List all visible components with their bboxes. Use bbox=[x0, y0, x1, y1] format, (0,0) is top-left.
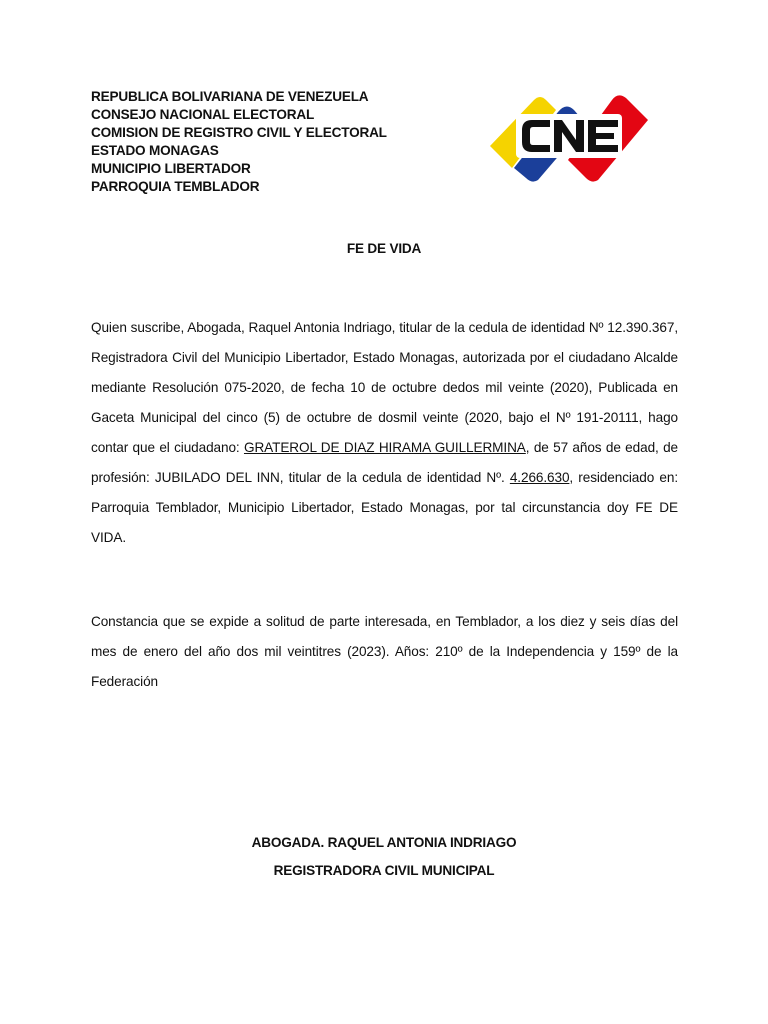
paragraph-text-part3: , residenciado en: Parroquia Temblador, Municipio Libertador, Estado Monagas, por tal circunstancia doy FE DE VIDA. bbox=[91, 470, 678, 545]
citizen-id: 4.266.630 bbox=[509, 470, 570, 485]
paragraph-text-part2: , de 57 años de edad, de profesión: JUBILADO DEL INN, titular de la cedula de identidad Nº. bbox=[91, 440, 679, 485]
certificate-paragraph bbox=[91, 313, 678, 553]
signatory-role: REGISTRADORA CIVIL MUNICIPAL bbox=[273, 863, 495, 878]
header-line-state: ESTADO MONAGAS bbox=[91, 143, 219, 158]
header-line-municipality: MUNICIPIO LIBERTADOR bbox=[91, 161, 251, 176]
document-title: FE DE VIDA bbox=[346, 241, 422, 256]
signatory-name: ABOGADA. RAQUEL ANTONIA INDRIAGO bbox=[251, 835, 517, 850]
constancy-paragraph: Constancia que se expide a solitud de parte interesada, en Temblador, a los diez y seis días del mes de enero del año dos mil veintitres (2023). Años: 210º de la Independencia y 159º de la Federación bbox=[91, 614, 678, 689]
cne-logo-icon bbox=[486, 88, 652, 184]
header-line-commission: COMISION DE REGISTRO CIVIL Y ELECTORAL bbox=[91, 125, 387, 140]
header-line-republic: REPUBLICA BOLIVARIANA DE VENEZUELA bbox=[91, 89, 369, 104]
header-line-parish: PARROQUIA TEMBLADOR bbox=[91, 179, 260, 194]
citizen-name: GRATEROL DE DIAZ HIRAMA GUILLERMINA bbox=[243, 440, 526, 455]
paragraph-text-part1: Quien suscribe, Abogada, Raquel Antonia Indriago, titular de la cedula de identidad Nº 12.390.367, Registradora Civil del Municipio Libertador, Estado Monagas, autorizada por el ciudadano Alcalde mediante Resolución 075-2020, de fecha 10 de octubre dedos mil veinte (2020), Publicada en Gaceta Municipal del cinco (5) de octubre de dosmil veinte (2020, bajo el Nº 191-20111, hago contar que el ciudadano: bbox=[91, 320, 678, 455]
institution-header bbox=[91, 88, 387, 196]
header-line-council: CONSEJO NACIONAL ELECTORAL bbox=[91, 107, 315, 122]
